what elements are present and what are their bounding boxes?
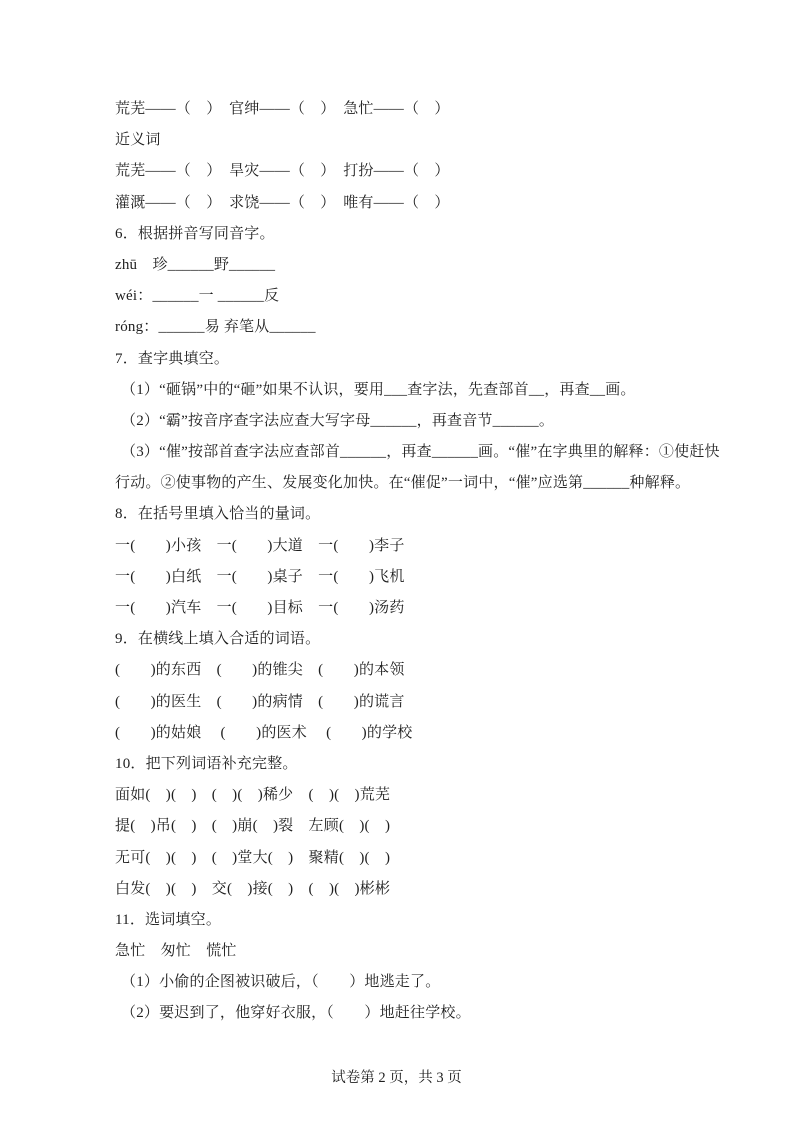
q8-title: 8．在括号里填入恰当的量词。	[115, 506, 321, 523]
q8-row-1: 一( )小孩 一( )大道 一( )李子	[115, 537, 405, 554]
q6-row-zhu: zhū 珍______野______	[115, 256, 276, 273]
q10-row-4: 白发( )( ) 交( )接( ) ( )( )彬彬	[115, 880, 391, 897]
q9-row-2: ( )的医生 ( )的病情 ( )的谎言	[115, 693, 405, 710]
q9-row-1: ( )的东西 ( )的锥尖 ( )的本领	[115, 662, 405, 679]
document-body	[115, 94, 763, 1030]
q6-row-rong: róng：______易 弃笔从______	[115, 319, 316, 336]
q10-row-3: 无可( )( ) ( )堂大( ) 聚精( )( )	[115, 849, 391, 866]
synonym-heading: 近义词	[115, 132, 161, 149]
q7-item-3: （3）“催”按部首查字法应查部首______，再查______画。“催”在字典里的解释：①使赶快	[121, 444, 720, 461]
synonym-row-1: 荒芜——（ ） 旱灾——（ ） 打扮——（ ）	[115, 163, 450, 180]
q11-title: 11．选词填空。	[115, 911, 222, 928]
q6-title: 6．根据拼音写同音字。	[115, 225, 275, 242]
q11-item-2: （2）要迟到了，他穿好衣服，（ ）地赶往学校。	[121, 1005, 471, 1022]
antonym-row-1: 荒芜——（ ） 官绅——（ ） 急忙——（ ）	[115, 101, 450, 117]
q10-title: 10．把下列词语补充完整。	[115, 755, 298, 772]
q11-options: 急忙 匆忙 慌忙	[115, 943, 237, 960]
q6-row-wei: wéi：______一 ______反	[115, 288, 280, 305]
q11-item-1: （1）小偷的企图被识破后，（ ）地逃走了。	[121, 974, 441, 991]
synonym-row-2: 灌溉——（ ） 求饶——（ ） 唯有——（ ）	[115, 194, 450, 211]
q10-row-2: 提( )吊( ) ( )崩( )裂 左顾( )( )	[115, 818, 391, 835]
q9-row-3: ( )的姑娘 ( )的医术 ( )的学校	[115, 724, 413, 741]
q9-title: 9．在横线上填入合适的词语。	[115, 631, 321, 648]
q7-item-1: （1）“砸锅”中的“砸”如果不认识，要用___查字法，先查部首__，再查__画。	[121, 381, 636, 398]
q10-row-1: 面如( )( ) ( )( )稀少 ( )( )荒芜	[115, 787, 391, 804]
page-footer: 试卷第 2 页，共 3 页	[331, 1070, 462, 1086]
q7-title: 7．查字典填空。	[115, 350, 230, 367]
q8-row-3: 一( )汽车 一( )目标 一( )汤药	[115, 600, 405, 616]
q7-item-3-cont: 行动。②使事物的产生、发展变化加快。在“催促”一词中，“催”应选第______种解释。	[115, 475, 691, 492]
q8-row-2: 一( )白纸 一( )桌子 一( )飞机	[115, 568, 405, 585]
q7-item-2: （2）“霸”按音序查字法应查大写字母______，再查音节______。	[121, 412, 555, 429]
